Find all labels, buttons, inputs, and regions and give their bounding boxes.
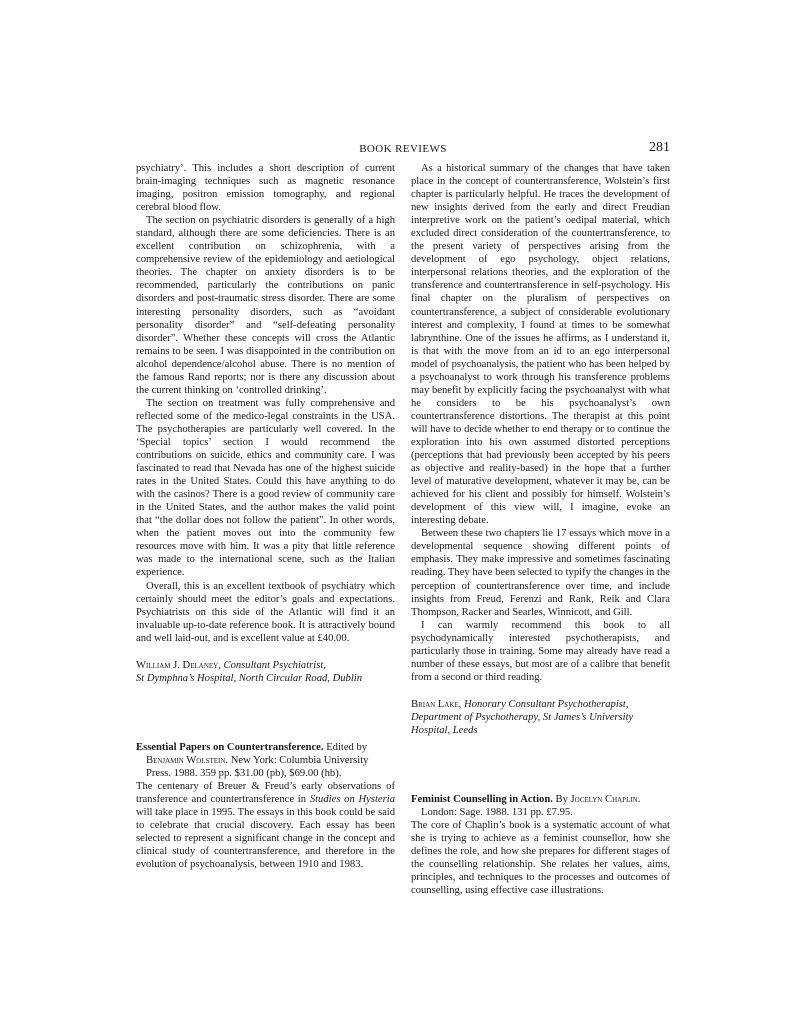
book-publication-details: New York: Columbia University Press. 1988. 359 pp. $31.00 (pb), $69.00 (hb).	[146, 754, 369, 779]
reviewer-role: Consultant Psychiatrist,	[223, 659, 326, 671]
reviewer-signature-lake	[411, 698, 670, 737]
edited-by-label: Edited by	[326, 741, 368, 753]
book-publication-details: London: Sage. 1988. 131 pp. £7.95.	[421, 806, 573, 818]
review-body-text-continued: will take place in 1995. The essays in this book could be said to celebrate that crucial discovery. Each essay has been selected to represent a significant change in the concept and clinical study of countertransference, and therefore in the evolution of psychoanalysis, between 1910 and 1983.	[136, 806, 396, 871]
left-paragraph-2: The section on psychiatric disorders is generally of a high standard, although there are some deficiencies. There is an excellent contribution on schizophrenia, with a comprehensive review of the epidemiology and aetiological theories. The chapter on anxiety disorders is to be recommended, particularly the contributions on panic disorders and post-traumatic stress disorder. There are some interesting personality disorders, such as “avoidant personality disorder” and “self-defeating personality disorder”. Whether these concepts will cross the Atlantic remains to be seen. I was disappointed in the contribution on alcohol dependence/alcohol abuse. There is no mention of the famous Rand reports; nor is there any discussion about the current thinking on ‘controlled drinking’.	[136, 215, 395, 396]
reviewer-affiliation: St Dymphna’s Hospital, North Circular Road, Dublin	[136, 672, 363, 684]
book-editor: Benjamin Wolstein.	[146, 754, 229, 766]
review-body-feminist-counselling: The core of Chaplin’s book is a systematic account of what she is trying to achieve as a feminist counsellor, how she defines the role, and how she prepares for different stages of the counselling relationship. She relates her values, aims, principles, and techniques to the processes and outcomes of counselling, using effective case illustrations.	[411, 819, 670, 897]
right-paragraph-3: I can warmly recommend this book to all psychodynamically interested psychotherapists, and particularly those in training. Some may already have read a number of these essays, but most are of a calibre that benefit from a second or third reading.	[411, 619, 670, 683]
running-title: BOOK REVIEWS	[359, 143, 447, 155]
reviewer-affiliation: Department of Psychotherapy, St James’s University Hospital, Leeds	[411, 711, 634, 736]
left-paragraph-3: The section on treatment was fully comprehensive and reflected some of the medico-legal constraints in the USA. The psychotherapies are particularly well covered. In the ‘Special topics’ section I would recommend the contributions on suicide, ethics and community care. I was fascinated to read that Nevada has one of the highest suicide rates in the United States. Could this have anything to do with the casinos? There is a good review of community care in the United States, and the author makes the valid point that “the dollar does not follow the patient”. In other words, when the patient moves out into the community few resources move with him. It was a pity that little reference was made to the international scene, such as the Italian experience.	[136, 397, 395, 579]
review-heading-feminist-counselling	[411, 793, 670, 819]
book-author: Jocelyn Chaplin.	[570, 793, 641, 805]
right-paragraph-2: Between these two chapters lie 17 essays which move in a developmental sequence showing different points of emphasis. They make impressive and sometimes fascinating reading. They have been selected to typify the changes in the perception of countertransference over time, and include insights from Freud, Ferenzi and Rank, Reik and Clara Thompson, Racker and Searles, Winnicott, and Gill.	[411, 528, 670, 618]
by-label: By	[555, 793, 568, 805]
reviewer-role: Honorary Consultant Psychotherapist,	[464, 698, 629, 710]
review-body-essential-papers	[136, 780, 395, 871]
right-paragraph-1: As a historical summary of the changes that have taken place in the concept of countertransference, Wolstein’s first chapter is particularly helpful. He traces the development of new insights derived from the early and direct Freudian interpretive work on the patient’s oedipal material, which excluded direct consideration of the countertransference, to the present variety of perspectives arising from the development of ego psychology, object relations, interpersonal relations theories, and the exploration of the transference and countertransference in self-psychology. His final chapter on the pluralism of perspectives on countertransference, a subject of considerable evolutionary interest and complexity, I found at times to be somewhat labrynthine. One of the issues he affirms, as I understand it, is that with the move from an id to an ego interpersonal model of psychoanalysis, the patient who has been helped by a psychoanalyst to work through his transference problems may benefit by explicitly facing the psychoanalyst with what he considers to be his psychoanalyst’s own countertransference distortions. The therapist at this point will have to decide whether to end therapy or to continue the exploration into his own assumed distorted perceptions (perceptions that had previously been accepted by his peers as objective and reality-based) in the hope that a further level of maturative development, whatever it may be, can be achieved for his client and possibly for himself. Wolstein’s development of this view will, I imagine, evoke an interesting debate.	[411, 163, 670, 527]
page-number: 281	[649, 140, 670, 155]
review-body-text: The centenary of Breuer & Freud’s early observations of transference and countertransference in	[136, 780, 395, 805]
left-paragraph-4: Overall, this is an excellent textbook of psychiatry which certainly should meet the editor’s goals and expectations. Psychiatrists on this side of the Atlantic will find it an invaluable up-to-date reference book. It is attractively bound and well laid-out, and is excellent value at £40.00.	[136, 580, 395, 644]
cited-title: Studies on Hysteria	[309, 793, 395, 805]
book-title: Feminist Counselling in Action.	[411, 793, 553, 805]
right-column	[411, 162, 670, 897]
reviewer-name: Brian Lake,	[411, 698, 462, 710]
left-paragraph-1: psychiatry’. This includes a short description of current brain-imaging techniques such as magnetic resonance imaging, positron emission tomography, and regional cerebral blood flow.	[136, 163, 395, 214]
reviewer-signature-delaney	[136, 659, 395, 685]
left-column	[136, 162, 395, 871]
running-head	[136, 140, 670, 160]
reviewer-name: William J. Delaney,	[136, 659, 221, 671]
review-heading-essential-papers	[136, 741, 395, 780]
book-title: Essential Papers on Countertransference.	[136, 741, 324, 753]
